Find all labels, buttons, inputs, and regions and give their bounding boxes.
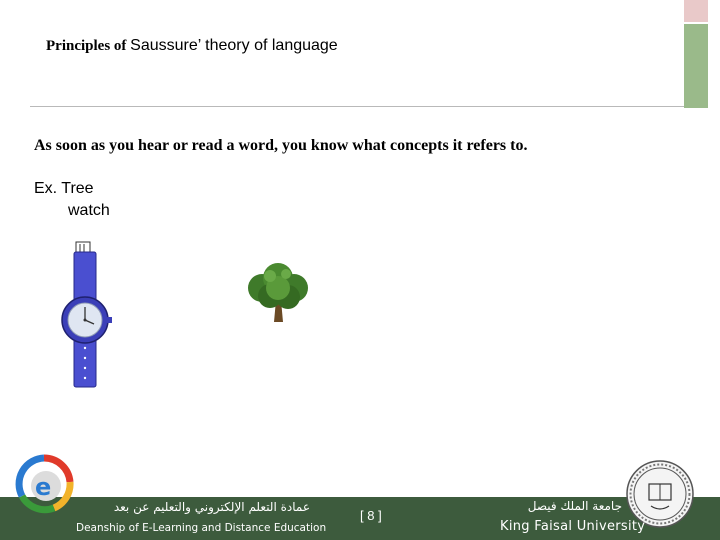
slide-title-main: Saussure’ theory of language [130,37,338,54]
title-divider [30,106,684,107]
tree-image [240,262,316,324]
footer-deanship-english: Deanship of E-Learning and Distance Education [76,522,327,534]
footer-deanship-arabic: عمادة التعلم الإلكتروني والتعليم عن بعد [113,500,310,514]
accent-block-pink [684,0,708,22]
footer-university-arabic: جامعة الملك فيصل [527,499,622,513]
accent-bar-green [684,24,708,108]
example-line-1: Ex. Tree [34,180,94,197]
body-text: As soon as you hear or read a word, you know what concepts it refers to. [34,137,528,154]
slide-title-prefix: Principles of [46,38,131,54]
deanship-logo-icon [14,452,74,540]
svg-text:e: e [35,473,52,501]
watch-image [58,240,116,390]
footer-university-english: King Faisal University [500,519,646,534]
example-line-2: watch [68,202,110,219]
page-number: [ 8 ] [360,508,382,523]
slide-title [46,37,338,55]
